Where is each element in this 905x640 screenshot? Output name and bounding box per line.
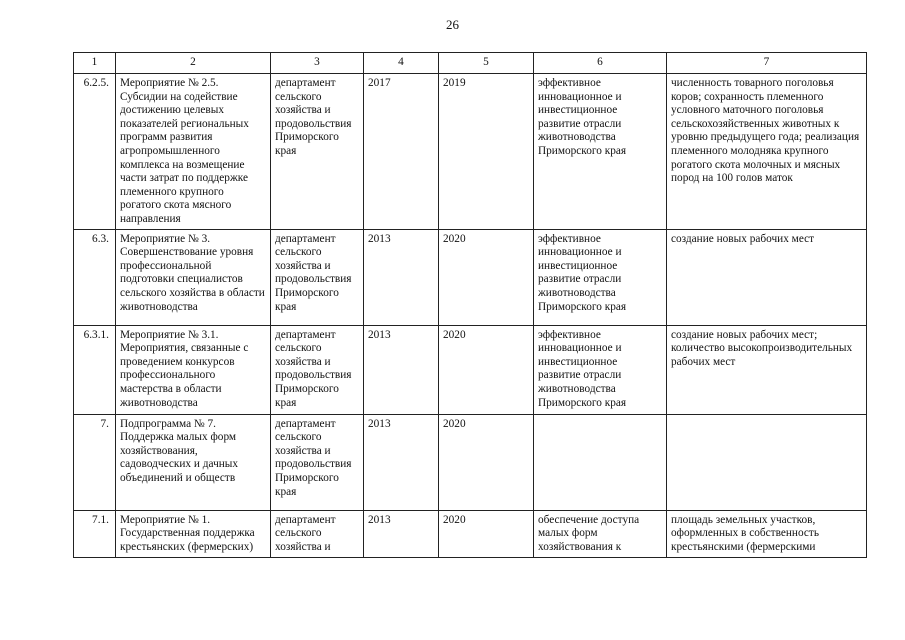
table-row bbox=[74, 510, 867, 557]
indicator bbox=[667, 414, 867, 510]
measure-name: Подпрограмма № 7. Поддержка малых форм хозяйствования, садоводческих и дачных объединений и обществ bbox=[116, 414, 271, 510]
indicator: создание новых рабочих мест; количество высокопроизводительных рабочих мест bbox=[667, 325, 867, 414]
start-year: 2013 bbox=[364, 229, 439, 325]
measure-name bbox=[116, 325, 271, 414]
expected-result: обеспечение доступа малых форм хозяйствования к bbox=[534, 510, 667, 557]
executor: департамент сельского хозяйства и продовольствия Приморского края bbox=[271, 229, 364, 325]
executor: департамент сельского хозяйства и bbox=[271, 510, 364, 557]
row-number: 6.3.1. bbox=[74, 325, 116, 414]
executor: департамент сельского хозяйства и продовольствия Приморского края bbox=[271, 414, 364, 510]
table-row bbox=[74, 229, 867, 325]
table-header-row bbox=[74, 53, 867, 74]
end-year: 2020 bbox=[439, 510, 534, 557]
column-header: 3 bbox=[271, 53, 364, 74]
start-year: 2013 bbox=[364, 510, 439, 557]
table-row bbox=[74, 325, 867, 414]
indicator: численность товарного поголовья коров; сохранность племенного условного маточного поголовья сельскохозяйственных животных к уровню предыдущего года; реализация племенного молодняка крупного рогатого скота молочных и мясных пород на 100 голов маток bbox=[667, 74, 867, 230]
end-year: 2019 bbox=[439, 74, 534, 230]
measure-name: Мероприятие № 1. Государственная поддержка крестьянских (фермерских) bbox=[116, 510, 271, 557]
executor: департамент сельского хозяйства и продовольствия Приморского края bbox=[271, 325, 364, 414]
column-header: 5 bbox=[439, 53, 534, 74]
end-year: 2020 bbox=[439, 414, 534, 510]
row-number: 7. bbox=[74, 414, 116, 510]
measure-name-prefix: Мероприятие № 3.1. bbox=[120, 328, 219, 341]
end-year: 2020 bbox=[439, 229, 534, 325]
column-header: 4 bbox=[364, 53, 439, 74]
page-number: 26 bbox=[446, 17, 459, 32]
measure-name: Мероприятие № 3. Совершенствование уровня профессиональной подготовки специалистов сельского хозяйства в области животноводства bbox=[116, 229, 271, 325]
measure-name-text: Мероприятия, связанные с проведением конкурсов профессионального мастерства в области животноводства bbox=[120, 342, 249, 409]
expected-result bbox=[534, 414, 667, 510]
expected-result: эффективное инновационное и инвестиционное развитие отрасли животноводства Приморского края bbox=[534, 229, 667, 325]
expected-result: эффективное инновационное и инвестиционное развитие отрасли животноводства Приморского края bbox=[534, 325, 667, 414]
start-year: 2017 bbox=[364, 74, 439, 230]
indicator: создание новых рабочих мест bbox=[667, 229, 867, 325]
column-header: 7 bbox=[667, 53, 867, 74]
column-header: 1 bbox=[74, 53, 116, 74]
row-number: 6.2.5. bbox=[74, 74, 116, 230]
executor: департамент сельского хозяйства и продовольствия Приморского края bbox=[271, 74, 364, 230]
start-year: 2013 bbox=[364, 325, 439, 414]
column-header: 6 bbox=[534, 53, 667, 74]
end-year: 2020 bbox=[439, 325, 534, 414]
table-row bbox=[74, 74, 867, 230]
table-row bbox=[74, 414, 867, 510]
measures-table bbox=[73, 52, 867, 558]
indicator: площадь земельных участков, оформленных в собственность крестьянскими (фермерскими bbox=[667, 510, 867, 557]
measure-name: Мероприятие № 2.5. Субсидии на содействие достижению целевых показателей региональных программ развития агропромышленного комплекса на возмещение части затрат по поддержке племенного крупного рогатого скота мясного направления bbox=[116, 74, 271, 230]
row-number: 7.1. bbox=[74, 510, 116, 557]
row-number: 6.3. bbox=[74, 229, 116, 325]
column-header: 2 bbox=[116, 53, 271, 74]
expected-result: эффективное инновационное и инвестиционное развитие отрасли животноводства Приморского края bbox=[534, 74, 667, 230]
start-year: 2013 bbox=[364, 414, 439, 510]
